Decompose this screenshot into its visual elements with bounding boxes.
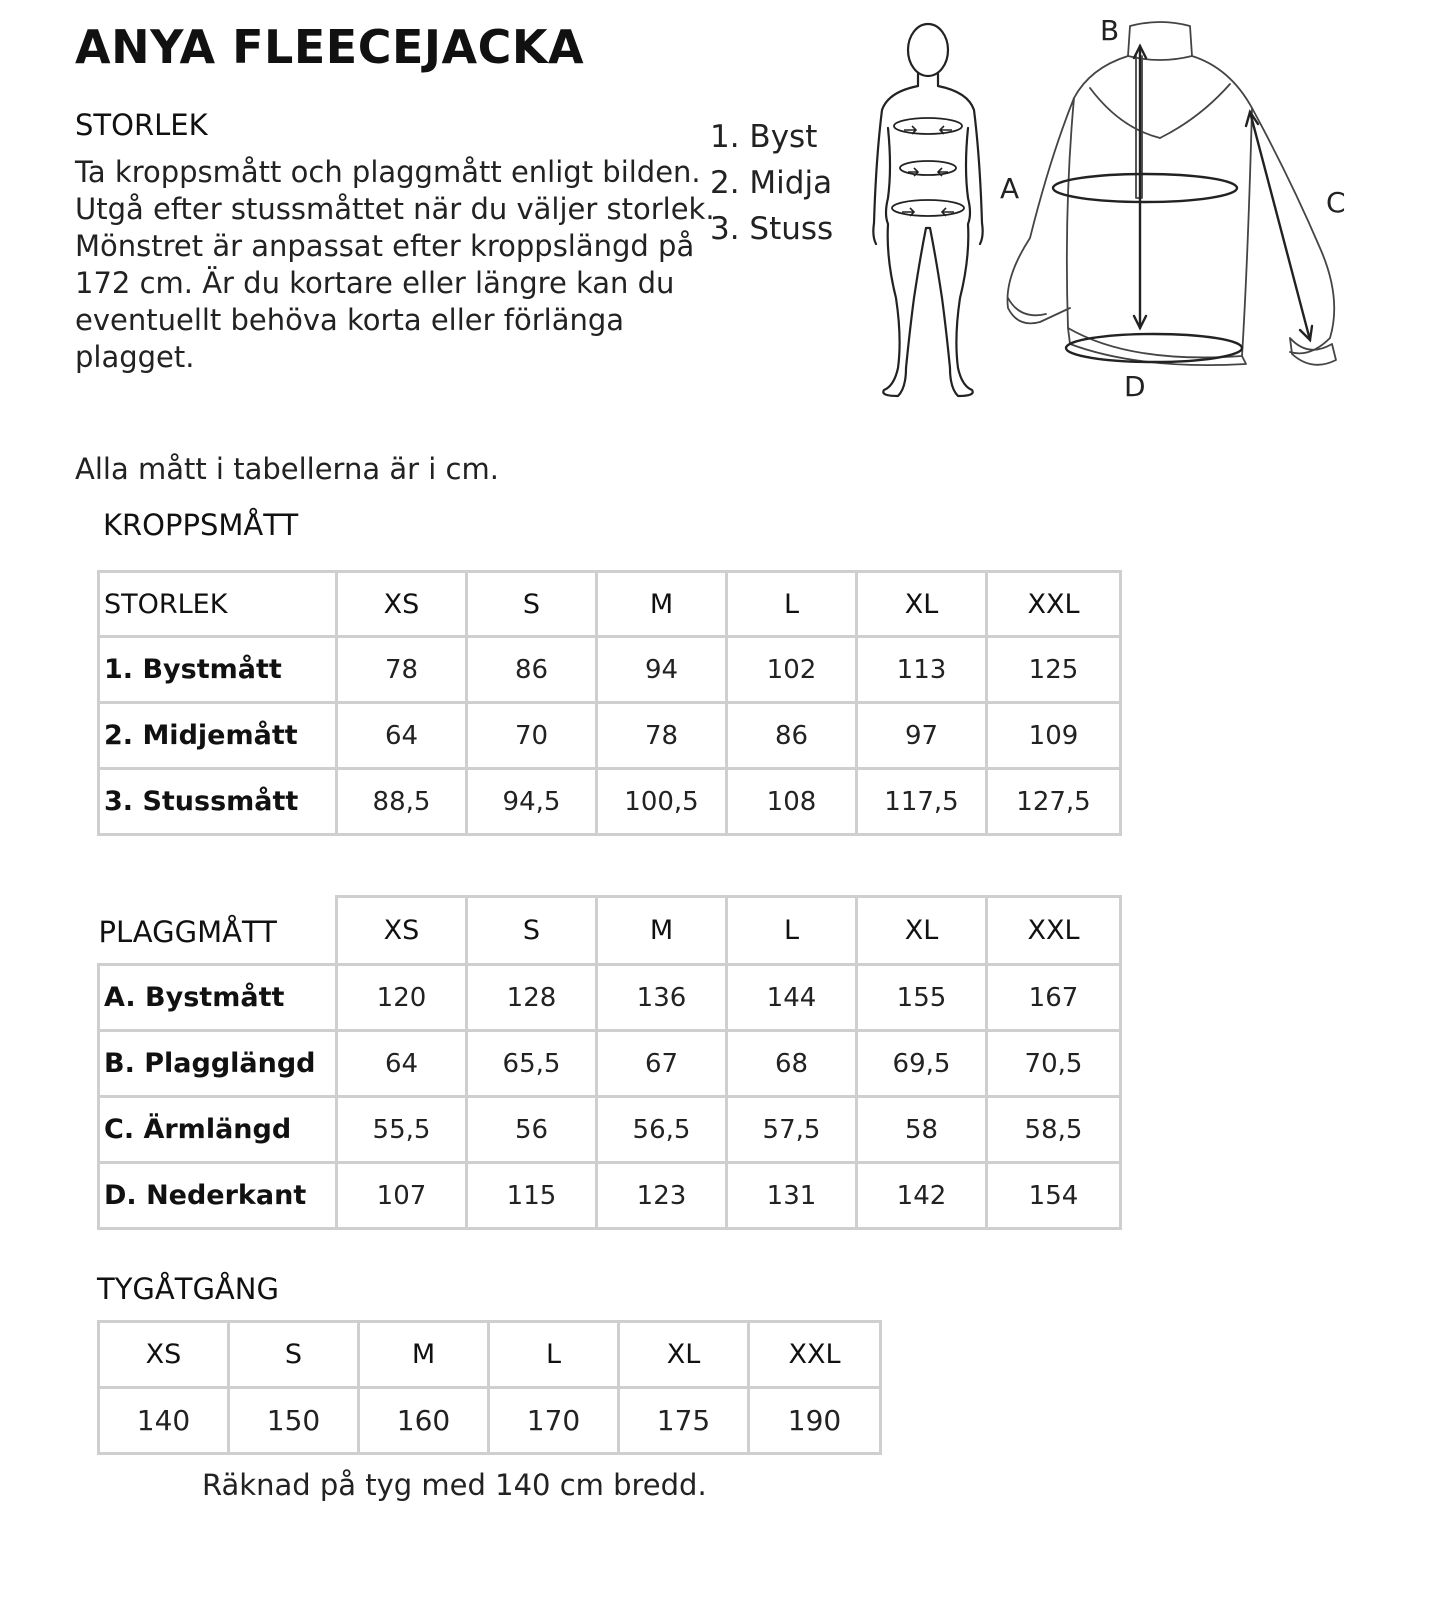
jacket-label-c: C [1326,186,1346,219]
size-m: M [359,1322,489,1388]
size-s: S [467,897,597,965]
table-cell: 109 [987,703,1121,769]
row-label: C. Ärmlängd [99,1097,337,1163]
fabric-footnote: Räknad på tyg med 140 cm bredd. [202,1468,707,1502]
table-cell: 100,5 [597,769,727,835]
table-cell: 86 [467,637,597,703]
table-cell: 142 [857,1163,987,1229]
table-cell: 144 [727,965,857,1031]
table-cell: 117,5 [857,769,987,835]
size-s: S [467,572,597,637]
table-cell: 140 [99,1388,229,1454]
table-cell: 108 [727,769,857,835]
size-l: L [727,572,857,637]
table-cell: 94 [597,637,727,703]
table-cell: 94,5 [467,769,597,835]
table-cell: 123 [597,1163,727,1229]
jacket-label-b: B [1100,14,1120,47]
jacket-label-d: D [1124,370,1146,403]
table-cell: 69,5 [857,1031,987,1097]
table-cell: 113 [857,637,987,703]
body-measurements-title: KROPPSMÅTT [103,508,299,542]
body-measurements-table [97,570,1122,836]
legend-item-hip: 3. Stuss [710,211,834,247]
size-xxl: XXL [987,897,1121,965]
size-header-label: STORLEK [99,572,337,637]
table-row [99,1097,1121,1163]
table-cell: 128 [467,965,597,1031]
table-cell: 64 [337,703,467,769]
intro-paragraph-1: Ta kroppsmått och plaggmått enligt bilden. Utgå efter stussmåttet när du väljer storlek. [75,155,715,226]
legend-item-waist: 2. Midja [710,165,833,201]
size-s: S [229,1322,359,1388]
table-cell: 58,5 [987,1097,1121,1163]
table-cell: 167 [987,965,1121,1031]
table-cell: 107 [337,1163,467,1229]
table-row [99,1388,881,1454]
table-header-row [99,1322,881,1388]
table-row [99,1163,1121,1229]
table-header-row [99,897,1121,965]
table-cell: 70 [467,703,597,769]
table-cell: 56,5 [597,1097,727,1163]
garment-title-text: PLAGGMÅTT [98,914,277,949]
table-cell: 102 [727,637,857,703]
table-cell: 175 [619,1388,749,1454]
table-cell: 131 [727,1163,857,1229]
size-xl: XL [857,572,987,637]
table-cell: 88,5 [337,769,467,835]
table-cell: 136 [597,965,727,1031]
table-cell: 154 [987,1163,1121,1229]
size-xs: XS [337,897,467,965]
table-cell: 125 [987,637,1121,703]
table-cell: 78 [337,637,467,703]
table-row [99,769,1121,835]
size-xl: XL [857,897,987,965]
garment-measurements-title [99,897,337,965]
size-l: L [489,1322,619,1388]
table-cell: 120 [337,965,467,1031]
size-xs: XS [337,572,467,637]
table-cell: 55,5 [337,1097,467,1163]
table-cell: 65,5 [467,1031,597,1097]
row-label: A. Bystmått [99,965,337,1031]
table-cell: 160 [359,1388,489,1454]
size-xxl: XXL [749,1322,881,1388]
table-row [99,637,1121,703]
table-cell: 155 [857,965,987,1031]
table-cell: 150 [229,1388,359,1454]
table-cell: 86 [727,703,857,769]
size-m: M [597,572,727,637]
table-cell: 70,5 [987,1031,1121,1097]
legend-item-bust: 1. Byst [710,119,818,155]
size-m: M [597,897,727,965]
table-row [99,703,1121,769]
table-cell: 64 [337,1031,467,1097]
row-label: B. Plagglängd [99,1031,337,1097]
fabric-consumption-title: TYGÅTGÅNG [97,1272,279,1306]
size-l: L [727,897,857,965]
table-cell: 56 [467,1097,597,1163]
garment-measurements-table [97,895,1122,1230]
measurement-legend [710,114,833,252]
intro-paragraph-2: Mönstret är anpassat efter kroppslängd på 172 cm. Är du kortare eller längre kan du eventuellt behöva korta eller förlänga plagget. [75,229,695,374]
table-row [99,965,1121,1031]
intro-text [75,154,715,376]
table-cell: 97 [857,703,987,769]
row-label: D. Nederkant [99,1163,337,1229]
table-cell: 127,5 [987,769,1121,835]
table-cell: 58 [857,1097,987,1163]
row-label: 2. Midjemått [99,703,337,769]
table-header-row [99,572,1121,637]
size-heading: STORLEK [75,108,208,142]
units-note: Alla mått i tabellerna är i cm. [75,452,499,486]
row-label: 3. Stussmått [99,769,337,835]
body-figure-illustration [858,18,998,408]
size-xxl: XXL [987,572,1121,637]
table-cell: 78 [597,703,727,769]
table-cell: 170 [489,1388,619,1454]
page-title: ANYA FLEECEJACKA [75,20,585,74]
table-cell: 115 [467,1163,597,1229]
jacket-label-a: A [1000,172,1020,205]
table-cell: 190 [749,1388,881,1454]
jacket-illustration [990,8,1390,408]
row-label: 1. Bystmått [99,637,337,703]
table-cell: 68 [727,1031,857,1097]
fabric-consumption-table [97,1320,882,1455]
size-xs: XS [99,1322,229,1388]
table-cell: 67 [597,1031,727,1097]
table-cell: 57,5 [727,1097,857,1163]
table-row [99,1031,1121,1097]
size-xl: XL [619,1322,749,1388]
